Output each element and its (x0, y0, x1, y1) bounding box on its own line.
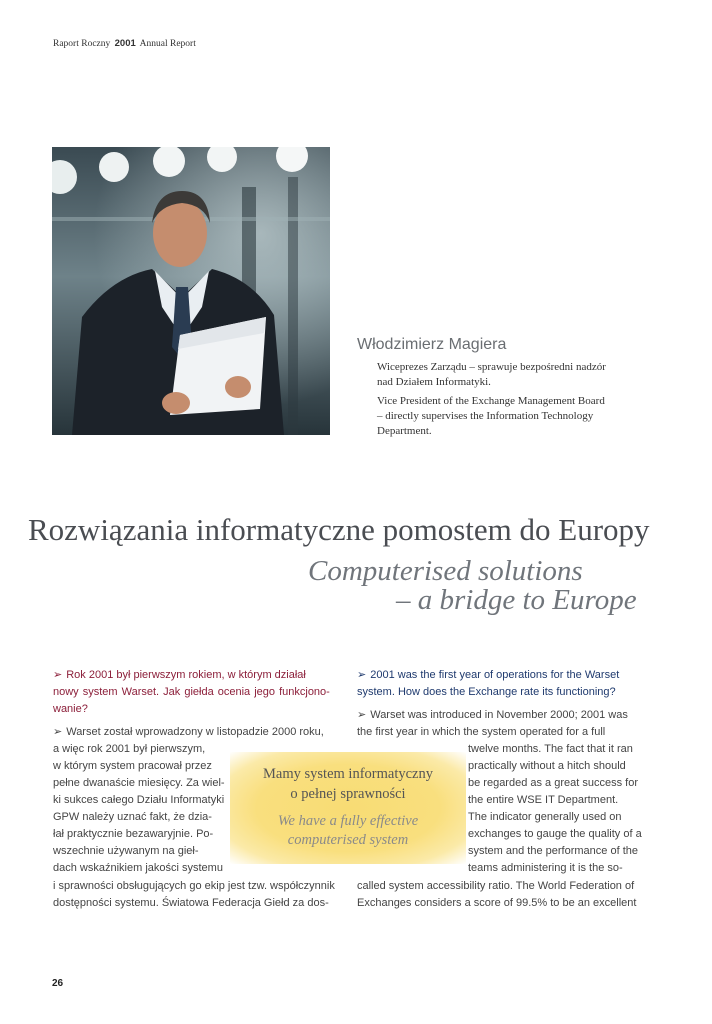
title-pl: Rozwiązania informatyczne pomostem do Europy (28, 512, 650, 547)
arrow-icon: ➢ (53, 726, 63, 738)
title-en-line-2: – a bridge to Europe (396, 584, 637, 616)
body-en-line: Exchanges considers a score of 99.5% to be an excellent (357, 897, 637, 909)
pull-quote-pl-line: o pełnej sprawności (290, 786, 406, 802)
body-en-line: the entire WSE IT Department. (468, 794, 619, 806)
question-en-line: system. How does the Exchange rate its functioning? (357, 686, 616, 698)
body-pl-line: dach wskaźnikiem jakości systemu (53, 862, 223, 874)
body-pl-line: ➢ Warset został wprowadzony w listopadzie 2000 roku, (53, 724, 324, 741)
running-head (53, 38, 196, 49)
arrow-icon: ➢ (357, 709, 367, 721)
body-en-line: teams administering it is the so- (468, 862, 623, 874)
question-en-line: ➢ 2001 was the first year of operations for the Warset (357, 667, 619, 684)
arrow-icon: ➢ (53, 669, 63, 681)
body-en-line: ➢ Warset was introduced in November 2000; 2001 was (357, 707, 628, 724)
body-pl-line: ki sukces całego Działu Informatyki (53, 794, 225, 806)
body-en-line: called system accessibility ratio. The World Federation of (357, 880, 635, 892)
arrow-icon: ➢ (357, 669, 367, 681)
body-en-line: practically without a hitch should (468, 760, 626, 772)
running-head-pl: Raport Roczny (53, 39, 111, 49)
body-pl-line: i sprawności obsługujących go ekip jest tzw. współczynnik (53, 880, 335, 892)
body-en-line: The indicator generally used on (468, 811, 622, 823)
pull-quote-en-line: computerised system (287, 832, 409, 848)
body-pl-line: wszechnie używanym na gieł- (53, 845, 199, 857)
body-pl-line: w którym system pracował przez (53, 760, 212, 772)
role-en (377, 394, 632, 439)
body-pl-line: łał praktycznie bezawaryjnie. Po- (53, 828, 214, 840)
role-en-line: – directly supervises the Information Technology (377, 410, 594, 422)
question-pl-line: nowy system Warset. Jak giełda ocenia jego funkcjono- (53, 686, 330, 698)
body-pl-line: GPW należy uznać fakt, że dzia- (53, 811, 212, 823)
body-en-line: the first year in which the system operated for a full (357, 726, 606, 738)
role-pl-line: Wiceprezes Zarządu – sprawuje bezpośredni nadzór (377, 361, 606, 373)
role-pl-line: nad Działem Informatyki. (377, 376, 491, 388)
body-en-line: system and the performance of the (468, 845, 638, 857)
pull-quote-en-line: We have a fully effective (277, 813, 419, 829)
pull-quote-pl-line: Mamy system informatyczny (263, 766, 433, 782)
body-en-line: twelve months. The fact that it ran (468, 743, 633, 755)
question-pl-line: wanie? (53, 703, 88, 715)
body-en-line: exchanges to gauge the quality of a (468, 828, 642, 840)
title-en-line-1: Computerised solutions (308, 555, 583, 587)
portrait-photo (52, 147, 330, 435)
role-pl (377, 360, 632, 390)
body-en-line: be regarded as a great success for (468, 777, 638, 789)
role-en-line: Department. (377, 425, 432, 437)
question-pl-line: ➢ Rok 2001 był pierwszym rokiem, w którym działał (53, 667, 306, 684)
running-head-en: Annual Report (139, 39, 196, 49)
running-head-year: 2001 (114, 38, 136, 49)
role-en-line: Vice President of the Exchange Management Board (377, 395, 605, 407)
page-number: 26 (52, 978, 64, 989)
person-name: Włodzimierz Magiera (357, 336, 507, 353)
pull-quote (230, 752, 466, 864)
body-pl-line: pełne dwanaście miesięcy. Za wiel- (53, 777, 225, 789)
body-pl-line: dostępności systemu. Światowa Federacja Giełd za dos- (53, 897, 329, 909)
body-pl-line: a więc rok 2001 był pierwszym, (53, 743, 206, 755)
